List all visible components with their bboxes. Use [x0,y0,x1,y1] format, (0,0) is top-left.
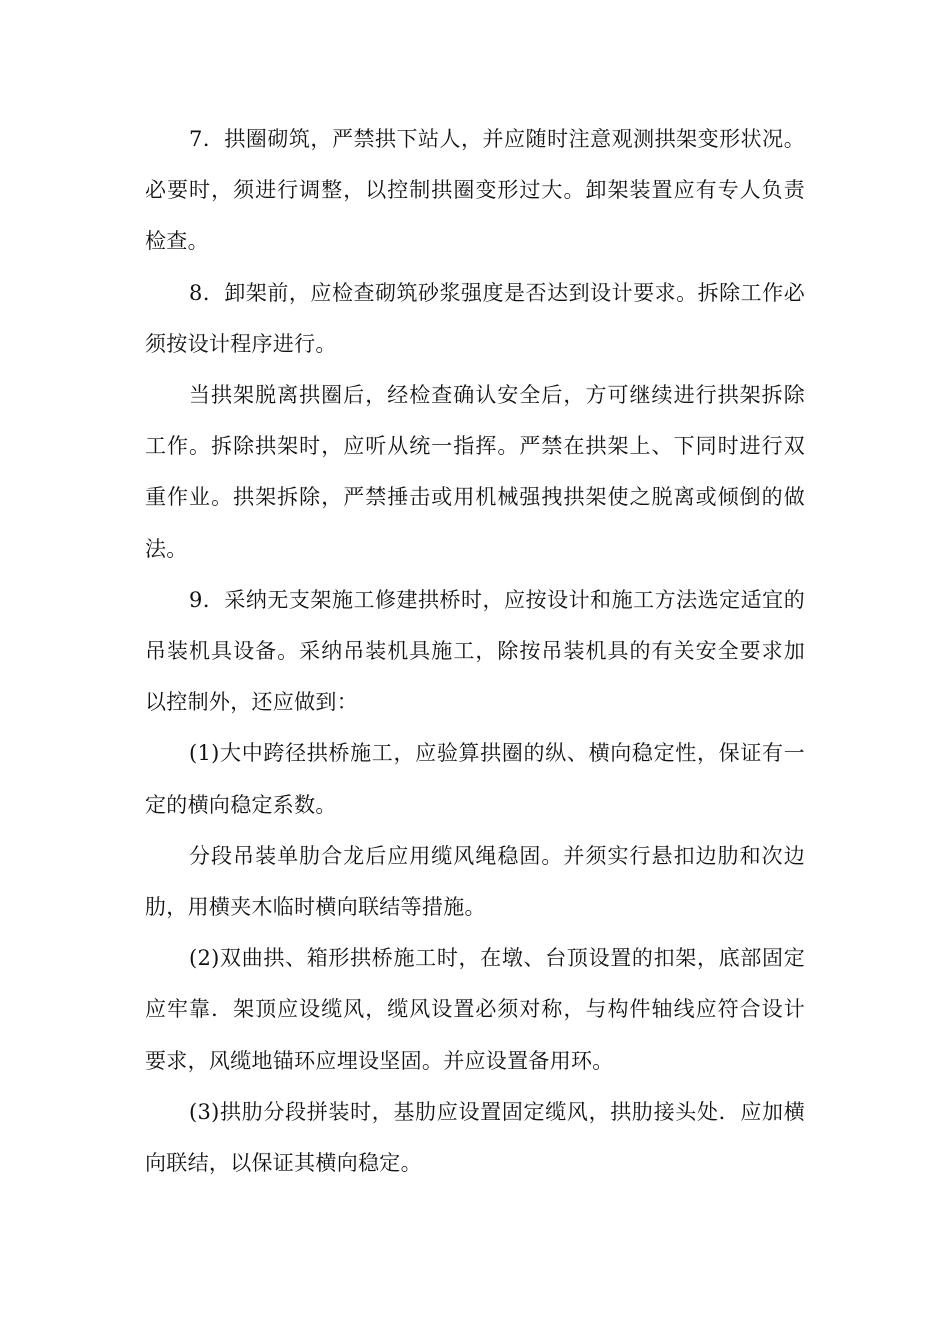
paragraph-single-rib: 分段吊装单肋合龙后应用缆风绳稳固。并须实行悬扣边肋和次边肋，用横夹木临时横向联结等措施。 [145,843,805,920]
paragraph-subitem-3: (3)拱肋分段拼装时，基肋应设置固定缆风，拱肋接头处．应加横向联结，以保证其横向稳定。 [145,1099,805,1176]
paragraph-item-7: 7．拱圈砌筑，严禁拱下站人，并应随时注意观测拱架变形状况。必要时，须进行调整，以控制拱圈变形过大。卸架装置应有专人负责检查。 [145,127,805,254]
paragraph-arch-removal: 当拱架脱离拱圈后，经检查确认安全后，方可继续进行拱架拆除工作。拆除拱架时，应听从统一指挥。严禁在拱架上、下同时进行双重作业。拱架拆除，严禁捶击或用机械强拽拱架使之脱离或倾倒的做法。 [145,383,805,561]
paragraph-item-9: 9．采纳无支架施工修建拱桥时，应按设计和施工方法选定适宜的吊装机具设备。采纳吊装机具施工，除按吊装机具的有关安全要求加以控制外，还应做到： [145,587,805,715]
paragraph-subitem-1: (1)大中跨径拱桥施工，应验算拱圈的纵、横向稳定性，保证有一定的横向稳定系数。 [145,741,805,817]
document-body [145,114,805,1189]
paragraph-item-8: 8．卸架前，应检查砌筑砂浆强度是否达到设计要求。拆除工作必须按设计程序进行。 [145,280,805,356]
paragraph-subitem-2: (2)双曲拱、箱形拱桥施工时，在墩、台顶设置的扣架，底部固定应牢靠．架顶应设缆风，缆风设置必须对称，与构件轴线应符合设计要求，风缆地锚环应埋设坚固。并应设置备用环。 [145,946,805,1073]
